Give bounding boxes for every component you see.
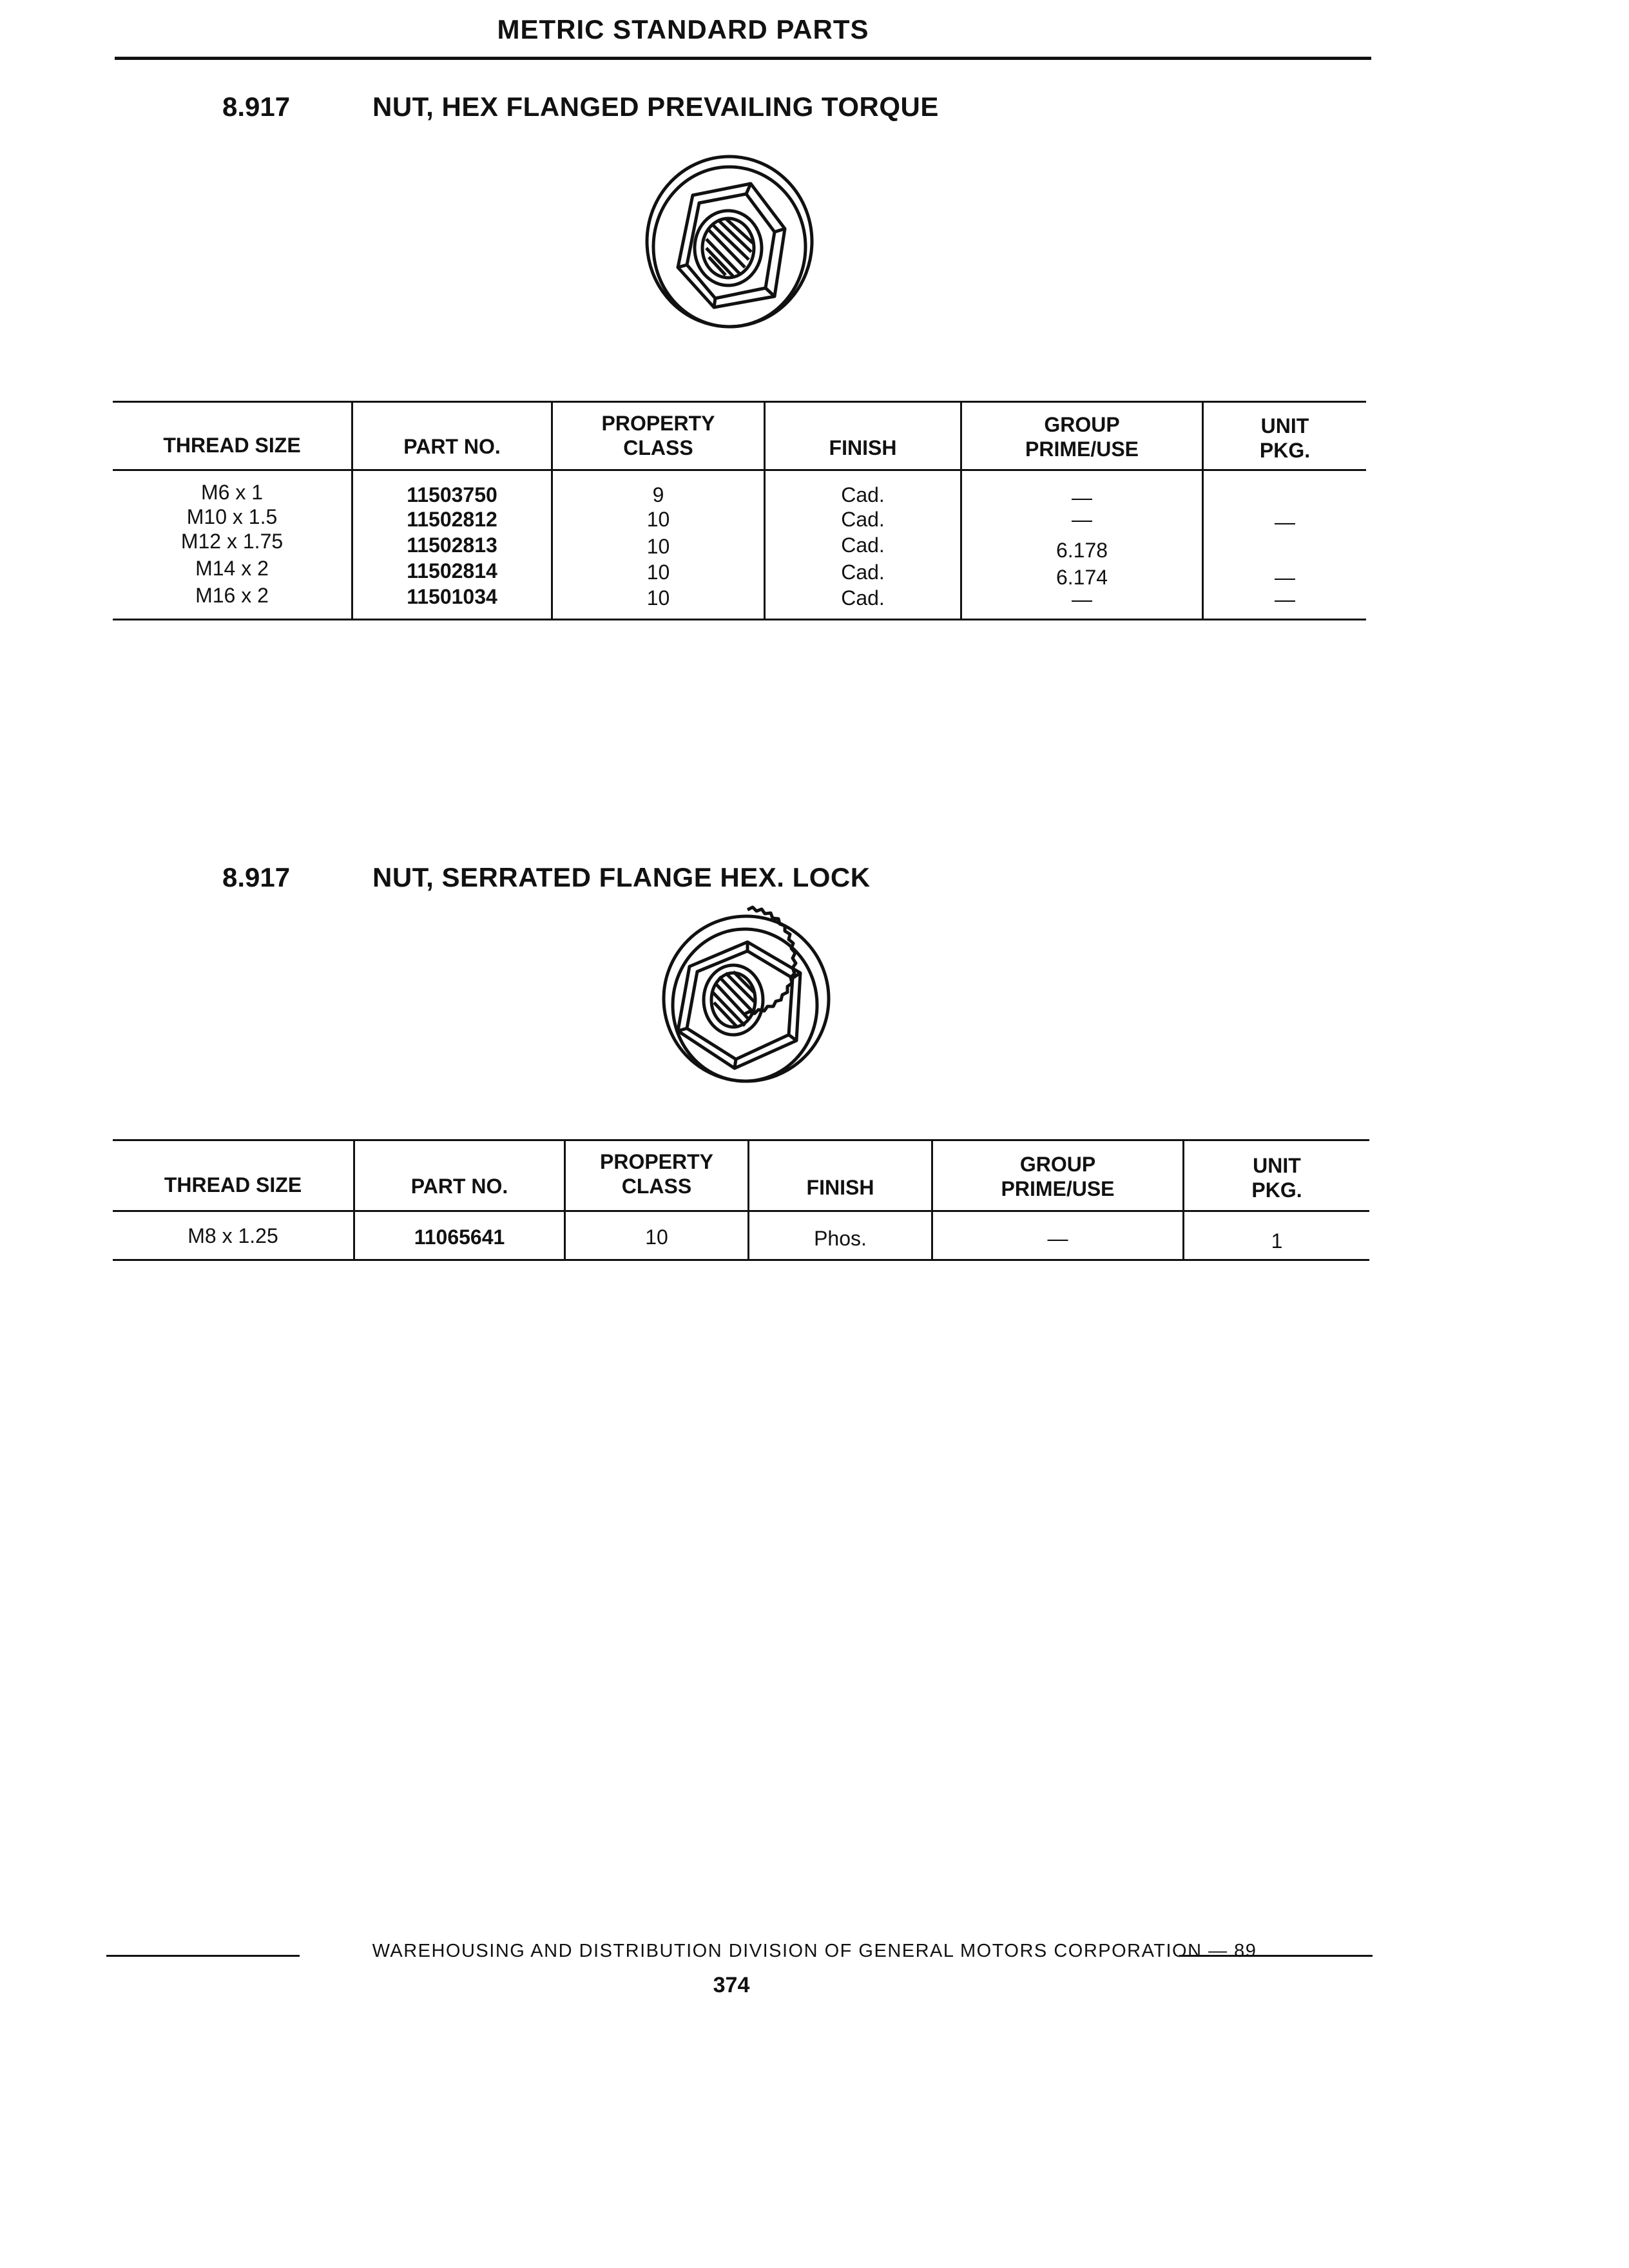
col-header-group bbox=[962, 412, 1202, 461]
hex-flange-nut-icon bbox=[631, 145, 825, 345]
cell-unit-pkg: — bbox=[1275, 510, 1295, 533]
col-header-property-class bbox=[553, 411, 764, 460]
col-header-finish: FINISH bbox=[806, 1176, 874, 1199]
cell-finish: Cad. bbox=[841, 508, 885, 531]
cell-property-class: 10 bbox=[646, 561, 670, 584]
cell-part-no: 11502812 bbox=[407, 508, 497, 531]
col-header-line: PRIME/USE bbox=[1001, 1177, 1115, 1200]
serrated-flange-nut-icon bbox=[651, 902, 851, 1095]
cell-finish: Cad. bbox=[841, 483, 885, 506]
header-rule bbox=[115, 57, 1371, 60]
page-number: 374 bbox=[713, 1973, 750, 1997]
col-header-line: PROPERTY bbox=[601, 412, 715, 435]
col-header-property-class bbox=[566, 1149, 747, 1198]
col-header-thread-size: THREAD SIZE bbox=[164, 1173, 302, 1196]
cell-unit-pkg: — bbox=[1275, 566, 1295, 589]
cell-part-no: 11065641 bbox=[414, 1225, 505, 1249]
cell-thread-size: M10 x 1.5 bbox=[186, 505, 278, 528]
col-header-part-no: PART NO. bbox=[403, 435, 501, 458]
cell-property-class: 10 bbox=[646, 535, 670, 558]
cell-finish: Phos. bbox=[814, 1227, 867, 1250]
col-header-line: PRIME/USE bbox=[1025, 437, 1139, 461]
col-header-group bbox=[933, 1152, 1182, 1201]
col-header-line: PKG. bbox=[1251, 1178, 1302, 1202]
cell-group: — bbox=[1072, 486, 1092, 509]
section-1-number: 8.917 bbox=[222, 91, 291, 122]
cell-group: — bbox=[1047, 1227, 1068, 1250]
col-header-line: GROUP bbox=[1019, 1153, 1096, 1176]
cell-group: 6.174 bbox=[1055, 566, 1108, 589]
cell-unit-pkg: — bbox=[1275, 588, 1295, 611]
col-header-finish: FINISH bbox=[829, 436, 897, 459]
cell-group: 6.178 bbox=[1055, 539, 1108, 562]
cell-property-class: 9 bbox=[652, 483, 664, 506]
col-header-unit-pkg bbox=[1184, 1153, 1369, 1202]
cell-group: — bbox=[1072, 588, 1092, 611]
col-header-line: PKG. bbox=[1259, 439, 1311, 462]
cell-part-no: 11502814 bbox=[407, 559, 497, 582]
table-2-header-rule bbox=[113, 1210, 1369, 1212]
table-2-bottom-rule bbox=[113, 1259, 1369, 1261]
col-header-part-no: PART NO. bbox=[410, 1175, 508, 1198]
col-header-line: CLASS bbox=[621, 1175, 692, 1198]
section-1-title: NUT, HEX FLANGED PREVAILING TORQUE bbox=[372, 91, 939, 122]
cell-part-no: 11503750 bbox=[407, 483, 497, 506]
cell-finish: Cad. bbox=[841, 561, 885, 584]
col-header-line: UNIT bbox=[1260, 414, 1309, 437]
footer-text: WAREHOUSING AND DISTRIBUTION DIVISION OF GENERAL MOTORS CORPORATION — 89 bbox=[372, 1941, 1257, 1961]
cell-thread-size: M8 x 1.25 bbox=[188, 1224, 278, 1247]
cell-thread-size: M14 x 2 bbox=[195, 557, 269, 580]
cell-thread-size: M16 x 2 bbox=[195, 584, 269, 607]
cell-finish: Cad. bbox=[841, 586, 885, 610]
cell-finish: Cad. bbox=[841, 533, 885, 557]
col-header-line: PROPERTY bbox=[599, 1150, 714, 1173]
section-2-title: NUT, SERRATED FLANGE HEX. LOCK bbox=[372, 862, 871, 892]
cell-thread-size: M6 x 1 bbox=[200, 481, 264, 504]
col-header-line: CLASS bbox=[623, 436, 693, 459]
cell-property-class: 10 bbox=[645, 1225, 668, 1249]
page-header-title: METRIC STANDARD PARTS bbox=[497, 14, 869, 44]
cell-thread-size: M12 x 1.75 bbox=[180, 530, 284, 553]
table-1-bottom-rule bbox=[113, 619, 1366, 620]
table-1-top-rule bbox=[113, 401, 1366, 403]
col-header-line: UNIT bbox=[1253, 1154, 1301, 1177]
table-1-header-rule bbox=[113, 469, 1366, 471]
table-2-top-rule bbox=[113, 1139, 1369, 1141]
col-header-thread-size: THREAD SIZE bbox=[163, 434, 301, 457]
section-2-number: 8.917 bbox=[222, 862, 291, 892]
cell-unit-pkg: 1 bbox=[1271, 1229, 1283, 1253]
col-header-unit-pkg bbox=[1204, 414, 1366, 463]
cell-part-no: 11501034 bbox=[407, 585, 497, 608]
cell-property-class: 10 bbox=[646, 508, 670, 531]
cell-property-class: 10 bbox=[646, 586, 670, 610]
cell-group: — bbox=[1072, 508, 1092, 531]
cell-part-no: 11502813 bbox=[407, 533, 497, 557]
col-header-line: GROUP bbox=[1044, 413, 1120, 436]
